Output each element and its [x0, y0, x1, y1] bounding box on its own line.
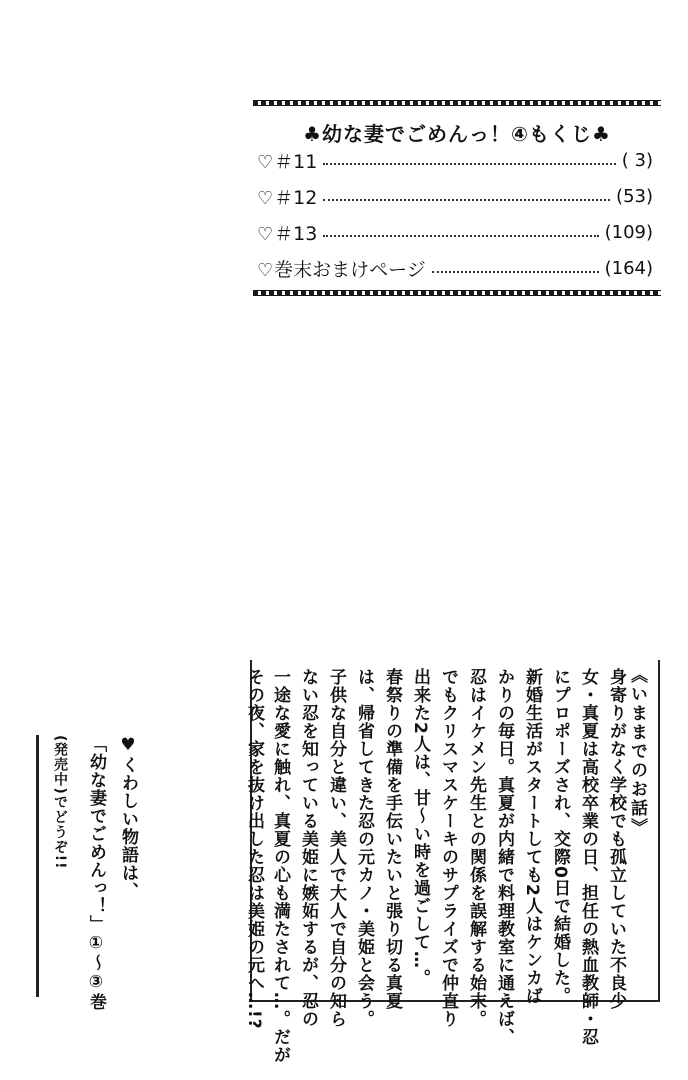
- toc-entry-page: (53): [616, 185, 653, 207]
- story-line: かりの毎日。真夏が内緒で料理教室に通えば、: [494, 668, 514, 1046]
- story-line: 身寄りがなく学校でも孤立していた不良少: [606, 668, 626, 1010]
- story-line: ない忍を知っている美姫に嫉妬するが、忍の: [298, 668, 318, 1028]
- toc-entry-label: ＃13: [274, 222, 318, 245]
- story-line: にプロポーズされ、交際0日で結婚した。: [550, 668, 570, 1005]
- story-heading: 《いままでのお話》: [627, 666, 647, 837]
- toc-leader-dots: [323, 163, 615, 165]
- note-line: (発売中)でどうぞ!!: [52, 735, 68, 870]
- toc-title: ♣幼な妻でごめんっ！④もくじ♣: [303, 122, 611, 146]
- story-line: その夜、家を抜け出した忍は美姫の元へ…!?: [244, 668, 264, 1030]
- toc-entry[interactable]: [257, 182, 653, 210]
- toc-bottom-border: [253, 290, 661, 296]
- story-line: は、帰省してきた忍の元カノ・美姫と会う。: [354, 668, 374, 1028]
- story-line: 子供な自分と違い、美人で大人で自分の知ら: [326, 668, 346, 1028]
- toc-entry[interactable]: [257, 146, 653, 174]
- heart-icon: ♡: [257, 223, 274, 245]
- story-line: 新婚生活がスタートしても2人はケンカば: [522, 668, 542, 1005]
- toc-entry-page: (164): [604, 257, 653, 279]
- story-line: 春祭りの準備を手伝いたいと張り切る真夏: [382, 668, 402, 1010]
- toc-entry-label: ＃11: [274, 150, 318, 173]
- story-line: 忍はイケメン先生との関係を誤解する始末。: [466, 668, 486, 1028]
- toc-entry[interactable]: [257, 254, 653, 282]
- heart-icon: ♡: [257, 187, 274, 209]
- toc-leader-dots: [432, 271, 599, 273]
- story-line: 女・真夏は高校卒業の日、担任の熱血教師・忍: [578, 668, 598, 1046]
- note-line: ♥くわしい物語は、: [118, 735, 138, 900]
- toc-leader-dots: [323, 235, 598, 237]
- toc-top-border: [253, 100, 661, 106]
- note-line: 「幼な妻でごめんっ！」①〜③巻: [86, 735, 106, 1011]
- story-line: でもクリスマスケーキのサプライズで仲直り: [438, 668, 458, 1028]
- toc-leader-dots: [323, 199, 610, 201]
- toc-entry-label: ＃12: [274, 186, 318, 209]
- toc-entry-page: ( 3): [621, 149, 653, 171]
- toc-entry-label: 巻末おまけページ: [274, 258, 426, 281]
- toc-entry-page: (109): [604, 221, 653, 243]
- heart-icon: ♡: [257, 151, 274, 173]
- story-line: 一途な愛に触れ、真夏の心も満たされて…。だが: [270, 668, 290, 1064]
- heart-icon: ♡: [257, 259, 274, 281]
- series-note: [36, 735, 138, 1011]
- table-of-contents: [253, 100, 661, 300]
- story-line: 出来た2人は、甘〜い時を過ごして…。: [410, 668, 430, 987]
- story-so-far-box: [244, 660, 660, 1064]
- toc-entry[interactable]: [257, 218, 653, 246]
- note-border: [36, 735, 39, 997]
